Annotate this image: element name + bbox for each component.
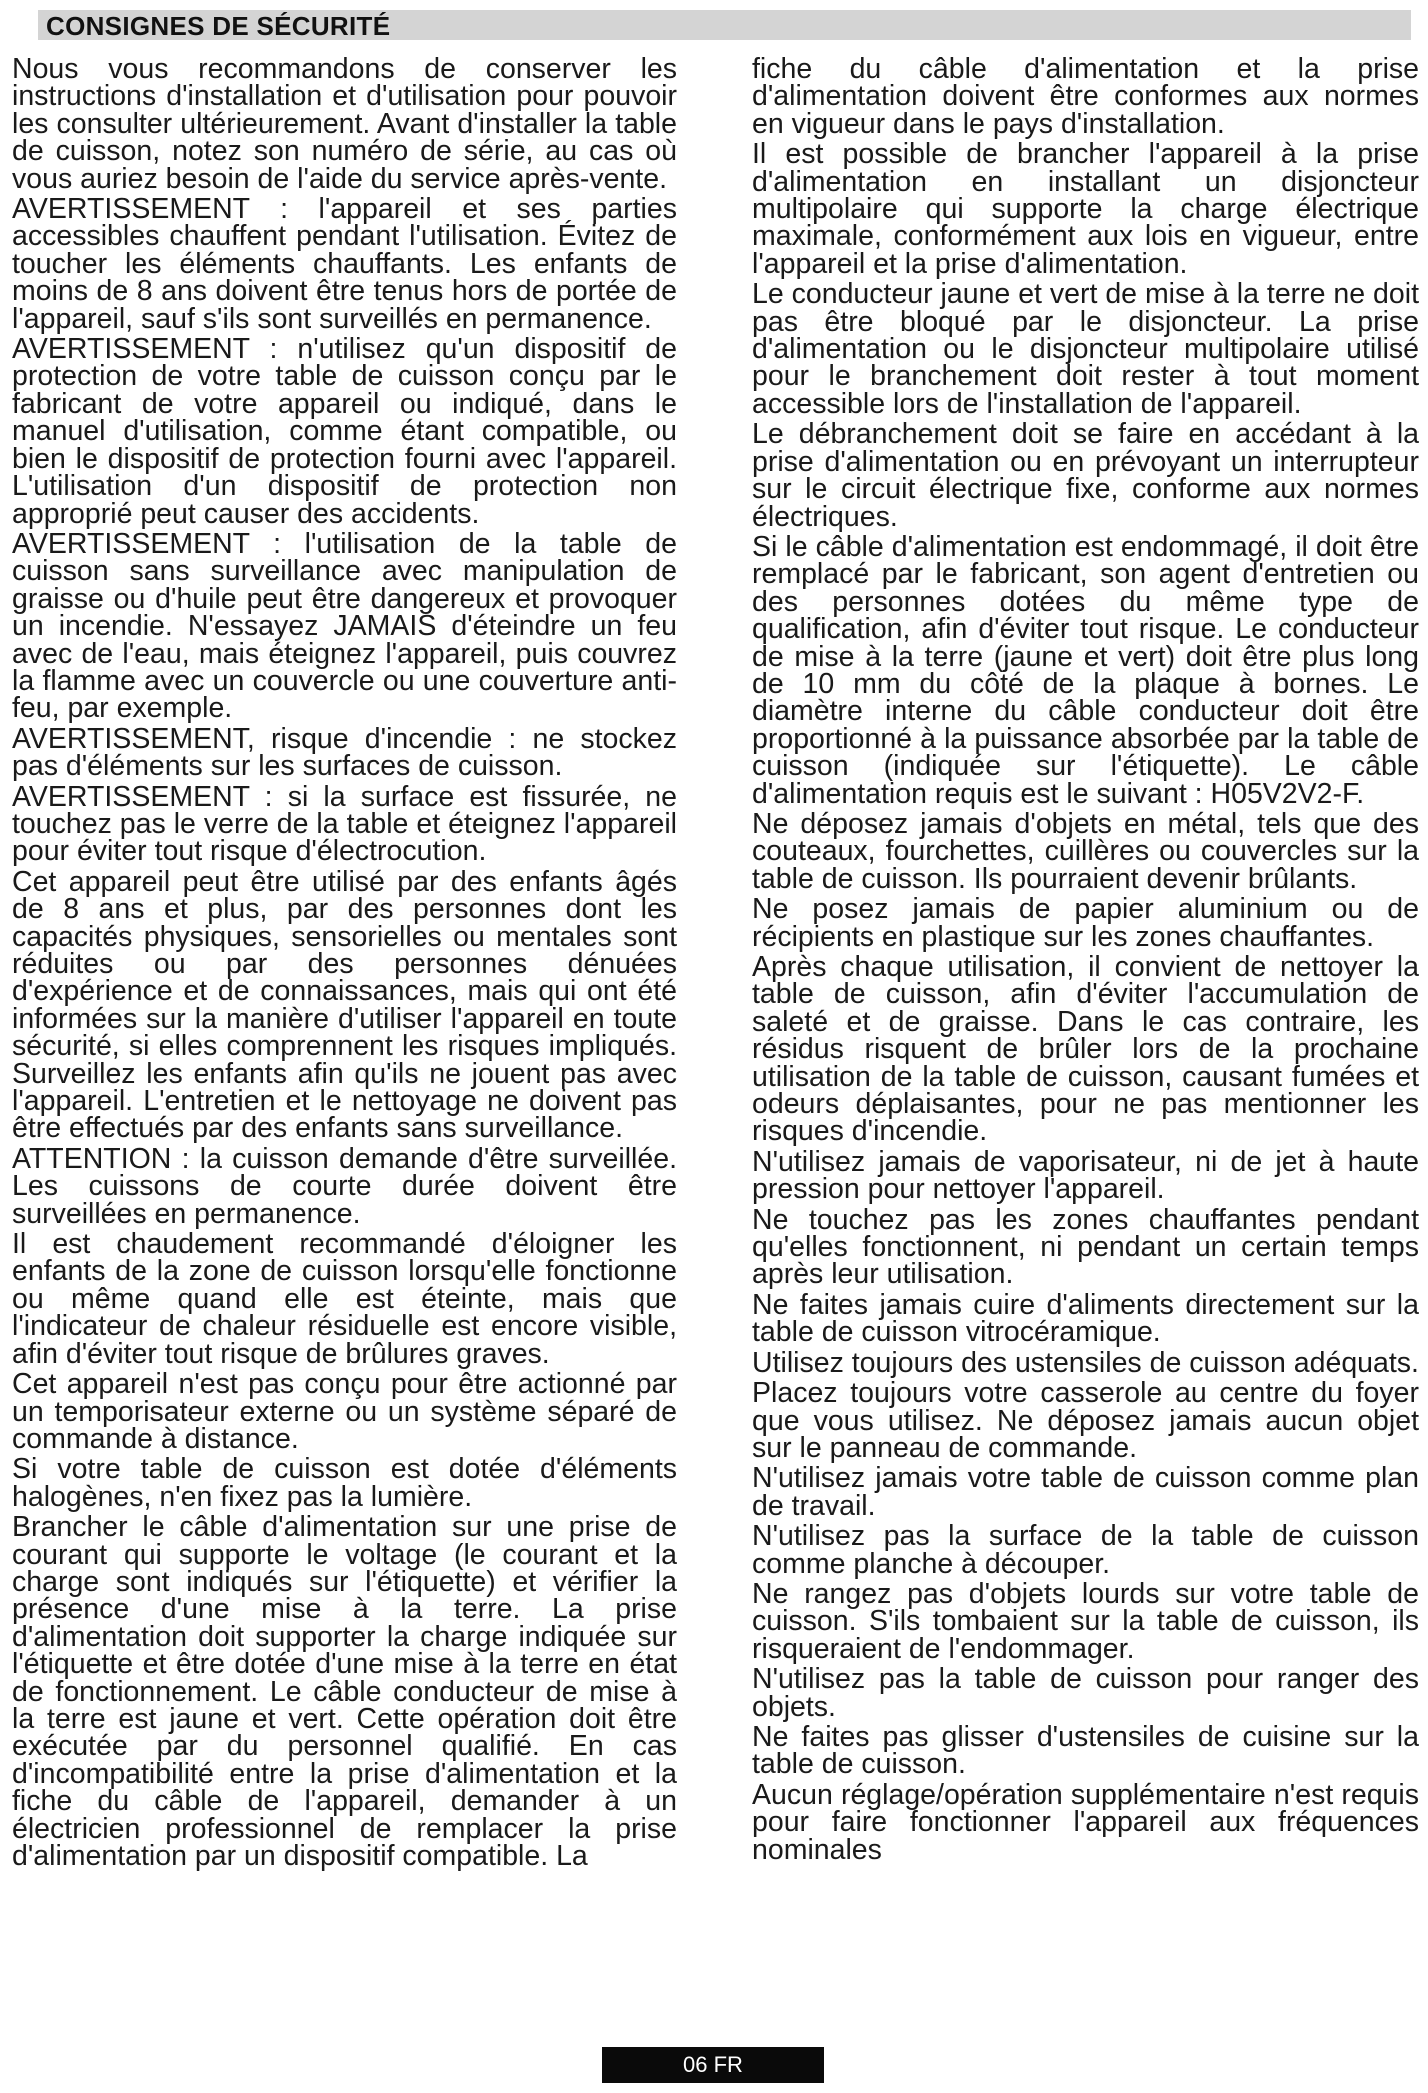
paragraph: AVERTISSEMENT : l'utilisation de la table de cuisson sans surveillance avec manipulation de graisse ou d'huile peut être dangereux et provoquer un incendie. N'essayez JAMAIS d'éteindre un feu avec de l'eau, mais éteignez l'appareil, puis couvrez la flamme avec un couvercle ou une couverture anti-feu, par exemple.: [12, 527, 677, 725]
paragraph: Ne déposez jamais d'objets en métal, tels que des couteaux, fourchettes, cuillères ou couvercles sur la table de cuisson. Ils pourraient devenir brûlants.: [752, 807, 1419, 895]
paragraph: Le débranchement doit se faire en accédant à la prise d'alimentation ou en prévoyant un interrupteur sur le circuit électrique fixe, conforme aux normes électriques.: [752, 418, 1419, 533]
paragraph: AVERTISSEMENT : l'appareil et ses parties accessibles chauffent pendant l'utilisation. Évitez de toucher les éléments chauffants. Les enfants de moins de 8 ans doivent être tenus hors de portée de l'appareil, sauf s'ils sont surveillés en permanence.: [12, 193, 677, 335]
paragraph: ATTENTION : la cuisson demande d'être surveillée. Les cuissons de courte durée doivent être surveillées en permanence.: [12, 1142, 677, 1230]
paragraph: Si votre table de cuisson est dotée d'éléments halogènes, n'en fixez pas la lumière.: [12, 1453, 677, 1513]
paragraph: Cet appareil peut être utilisé par des enfants âgés de 8 ans et plus, par des personnes dont les capacités physiques, sensorielles ou mentales sont réduites ou par des personnes dénuées d'expérience et de connaissances, mais qui ont été informées sur la manière d'utiliser l'appareil en toute sécurité, si elles comprennent les risques impliqués. Surveillez les enfants afin qu'ils ne jouent pas avec l'appareil. L'entretien et le nettoyage ne doivent pas être effectués par des enfants sans surveillance.: [12, 865, 677, 1145]
paragraph: Si le câble d'alimentation est endommagé, il doit être remplacé par le fabricant, son agent d'entretien ou des personnes dotées du même type de qualification, afin d'éviter tout risque. Le conducteur de mise à la terre (jaune et vert) doit être plus long de 10 mm du côté de la plaque à bornes. Le diamètre interne du câble conducteur doit être proportionné à la puissance absorbée par la table de cuisson (indiquée sur l'étiquette). Le câble d'alimentation requis est le suivant : H05V2V2-F.: [752, 530, 1419, 810]
paragraph: Cet appareil n'est pas conçu pour être actionné par un temporisateur externe ou un système séparé de commande à distance.: [12, 1368, 677, 1455]
paragraph: Après chaque utilisation, il convient de nettoyer la table de cuisson, afin d'éviter l'accumulation de saleté et de graisse. Dans le cas contraire, les résidus risquent de brûler lors de la prochaine utilisation de la table de cuisson, causant fumées et odeurs déplaisantes, pour ne pas mentionner les risques d'incendie.: [752, 951, 1419, 1148]
paragraph: Utilisez toujours des ustensiles de cuisson adéquats.: [752, 1346, 1419, 1379]
right-column: [752, 53, 1419, 1866]
paragraph: Ne posez jamais de papier aluminium ou de récipients en plastique sur les zones chauffantes.: [752, 893, 1419, 953]
paragraph: Le conducteur jaune et vert de mise à la terre ne doit pas être bloqué par le disjoncteur. La prise d'alimentation ou le disjoncteur multipolaire utilisé pour le branchement doit rester à tout moment accessible lors de l'installation de l'appareil.: [752, 278, 1419, 420]
page-number-box: [602, 2047, 824, 2083]
section-header-bar: [38, 10, 1411, 40]
paragraph: Ne faites jamais cuire d'aliments directement sur la table de cuisson vitrocéramique.: [752, 1288, 1419, 1349]
paragraph: fiche du câble d'alimentation et la prise d'alimentation doivent être conformes aux normes en vigueur dans le pays d'installation.: [752, 53, 1419, 140]
paragraph: Ne faites pas glisser d'ustensiles de cuisine sur la table de cuisson.: [752, 1720, 1419, 1781]
paragraph: AVERTISSEMENT, risque d'incendie : ne stockez pas d'éléments sur les surfaces de cuisson.: [12, 722, 677, 783]
paragraph: Brancher le câble d'alimentation sur une prise de courant qui supporte le voltage (le courant et la charge sont indiqués sur l'étiquette) et vérifier la présence d'une mise à la terre. La prise d'alimentation doit supporter la charge indiquée sur l'étiquette et être dotée d'une mise à la terre en état de fonctionnement. Le câble conducteur de mise à la terre est jaune et vert. Cette opération doit être exécutée par du personnel qualifié. En cas d'incompatibilité entre la prise d'alimentation et la fiche du câble de l'appareil, demander à un électricien professionnel de remplacer la prise d'alimentation par un dispositif compatible. La: [12, 1511, 677, 1872]
paragraph: AVERTISSEMENT : si la surface est fissurée, ne touchez pas le verre de la table et éteignez l'appareil pour éviter tout risque d'électrocution.: [12, 780, 677, 868]
paragraph: Ne rangez pas d'objets lourds sur votre table de cuisson. S'ils tombaient sur la table de cuisson, ils risqueraient de l'endommager.: [752, 1577, 1419, 1665]
paragraph: Aucun réglage/opération supplémentaire n'est requis pour faire fonctionner l'appareil aux fréquences nominales: [752, 1778, 1419, 1866]
paragraph: Nous vous recommandons de conserver les instructions d'installation et d'utilisation pour pouvoir les consulter ultérieurement. Avant d'installer la table de cuisson, notez son numéro de série, au cas où vous auriez besoin de l'aide du service après-vente.: [12, 53, 677, 195]
section-title: CONSIGNES DE SÉCURITÉ: [46, 11, 391, 41]
paragraph: Il est possible de brancher l'appareil à la prise d'alimentation en installant un disjoncteur multipolaire qui supporte la charge électrique maximale, conformément aux lois en vigueur, entre l'appareil et la prise d'alimentation.: [752, 138, 1419, 280]
paragraph: Il est chaudement recommandé d'éloigner les enfants de la zone de cuisson lorsqu'elle fonctionne ou même quand elle est éteinte, mais que l'indicateur de chaleur résiduelle est encore visible, afin d'éviter tout risque de brûlures graves.: [12, 1228, 677, 1370]
paragraph: N'utilisez pas la table de cuisson pour ranger des objets.: [752, 1663, 1419, 1723]
paragraph: N'utilisez pas la surface de la table de cuisson comme planche à découper.: [752, 1520, 1419, 1580]
page-number: 06 FR: [683, 2052, 743, 2077]
paragraph: AVERTISSEMENT : n'utilisez qu'un dispositif de protection de votre table de cuisson conçu par le fabricant de votre appareil ou indiqué, dans le manuel d'utilisation, comme étant compatible, ou bien le dispositif de protection fourni avec l'appareil. L'utilisation d'un dispositif de protection non approprié peut causer des accidents.: [12, 333, 677, 530]
left-column: [12, 53, 677, 1872]
paragraph: N'utilisez jamais votre table de cuisson comme plan de travail.: [752, 1462, 1419, 1522]
paragraph: N'utilisez jamais de vaporisateur, ni de jet à haute pression pour nettoyer l'appareil.: [752, 1145, 1419, 1206]
paragraph: Placez toujours votre casserole au centre du foyer que vous utilisez. Ne déposez jamais aucun objet sur le panneau de commande.: [752, 1377, 1419, 1464]
paragraph: Ne touchez pas les zones chauffantes pendant qu'elles fonctionnent, ni pendant un certain temps après leur utilisation.: [752, 1203, 1419, 1291]
